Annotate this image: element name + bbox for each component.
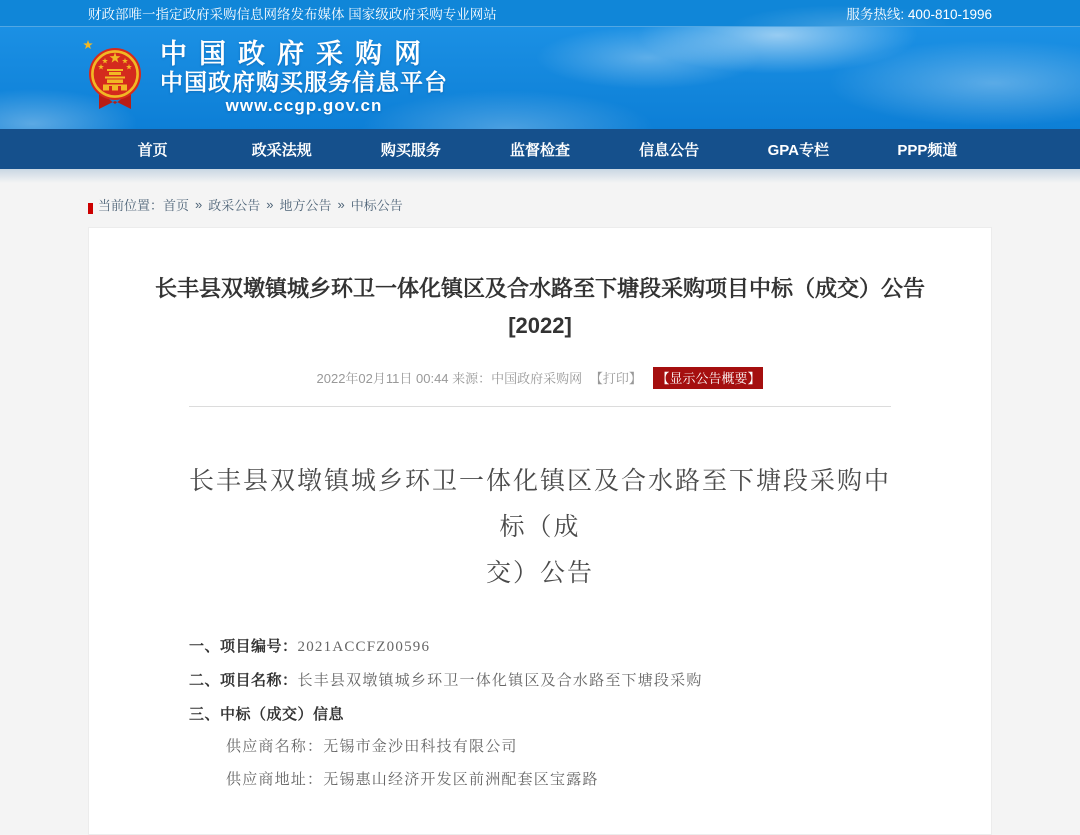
- nav-item-announcements[interactable]: 信息公告: [639, 141, 700, 159]
- breadcrumb-prefix: 当前位置：: [98, 198, 164, 213]
- site-url: www.ccgp.gov.cn: [225, 96, 383, 115]
- breadcrumb: [88, 195, 992, 214]
- supplier-name-row: 供应商名称：无锡市金沙田科技有限公司: [226, 739, 518, 755]
- breadcrumb-item-local-announcements[interactable]: 地方公告: [279, 198, 332, 213]
- breadcrumb-item-home[interactable]: 首页: [163, 198, 190, 213]
- award-info-label: 三、中标（成交）信息: [189, 706, 345, 723]
- supplier-address-row: 供应商地址：无锡惠山经济开发区前洲配套区宝露路: [226, 772, 599, 788]
- nav-fade: [0, 169, 1080, 183]
- project-name-value: 长丰县双墩镇城乡环卫一体化镇区及合水路至下塘段采购: [297, 673, 703, 689]
- article-body: [89, 637, 991, 790]
- print-button[interactable]: 【打印】: [589, 371, 642, 386]
- breadcrumb-separator: »: [266, 197, 274, 212]
- article-title: [89, 270, 991, 344]
- announcement-title-line1: 长丰县双墩镇城乡环卫一体化镇区及合水路至下塘段采购中标（成: [189, 468, 892, 541]
- site-subtitle: 中国政府购买服务信息平台: [160, 69, 448, 95]
- article-container: [88, 227, 992, 835]
- project-number-row: [189, 637, 891, 657]
- breadcrumb-item-award-announcements[interactable]: 中标公告: [350, 198, 403, 213]
- topbar-hotline: 服务热线: 400-810-1996: [846, 7, 992, 22]
- article-source: 来源：中国政府采购网: [452, 371, 583, 386]
- site-logo: [160, 40, 448, 116]
- article-meta: [89, 367, 991, 389]
- national-emblem-icon: [88, 45, 142, 111]
- main-nav: [0, 129, 1080, 169]
- breadcrumb-marker-icon: [88, 203, 93, 214]
- site-name: 中国政府采购网: [160, 39, 433, 69]
- project-name-row: [189, 671, 891, 691]
- nav-item-supervision[interactable]: 监督检查: [509, 141, 570, 159]
- nav-item-purchase-services[interactable]: 购买服务: [380, 141, 441, 159]
- divider: [189, 406, 891, 407]
- announcement-title: [89, 459, 991, 597]
- project-number-value: 2021ACCFZ00596: [297, 639, 431, 655]
- show-summary-button[interactable]: 【显示公告概要】: [653, 367, 763, 389]
- breadcrumb-item-procurement-announcements[interactable]: 政采公告: [208, 198, 261, 213]
- topbar-slogan: 财政部唯一指定政府采购信息网络发布媒体 国家级政府采购专业网站: [88, 7, 497, 22]
- nav-item-home[interactable]: 首页: [137, 141, 168, 159]
- article-title-line2: [2022]: [508, 313, 572, 338]
- topbar: [0, 0, 1080, 27]
- announcement-title-line2: 交）公告: [485, 560, 594, 587]
- project-number-label: 一、项目编号：: [189, 638, 298, 655]
- nav-item-gpa[interactable]: GPA专栏: [767, 141, 829, 159]
- project-name-label: 二、项目名称：: [189, 672, 298, 689]
- breadcrumb-separator: »: [195, 197, 203, 212]
- article-title-line1: 长丰县双墩镇城乡环卫一体化镇区及合水路至下塘段采购项目中标（成交）公告: [154, 276, 925, 301]
- nav-item-ppp[interactable]: PPP频道: [897, 141, 958, 159]
- publish-datetime: 2022年02月11日 00:44: [316, 371, 449, 386]
- nav-item-regulations[interactable]: 政采法规: [251, 141, 312, 159]
- site-header: [0, 27, 1080, 129]
- award-info-heading: [189, 705, 891, 724]
- breadcrumb-separator: »: [337, 197, 345, 212]
